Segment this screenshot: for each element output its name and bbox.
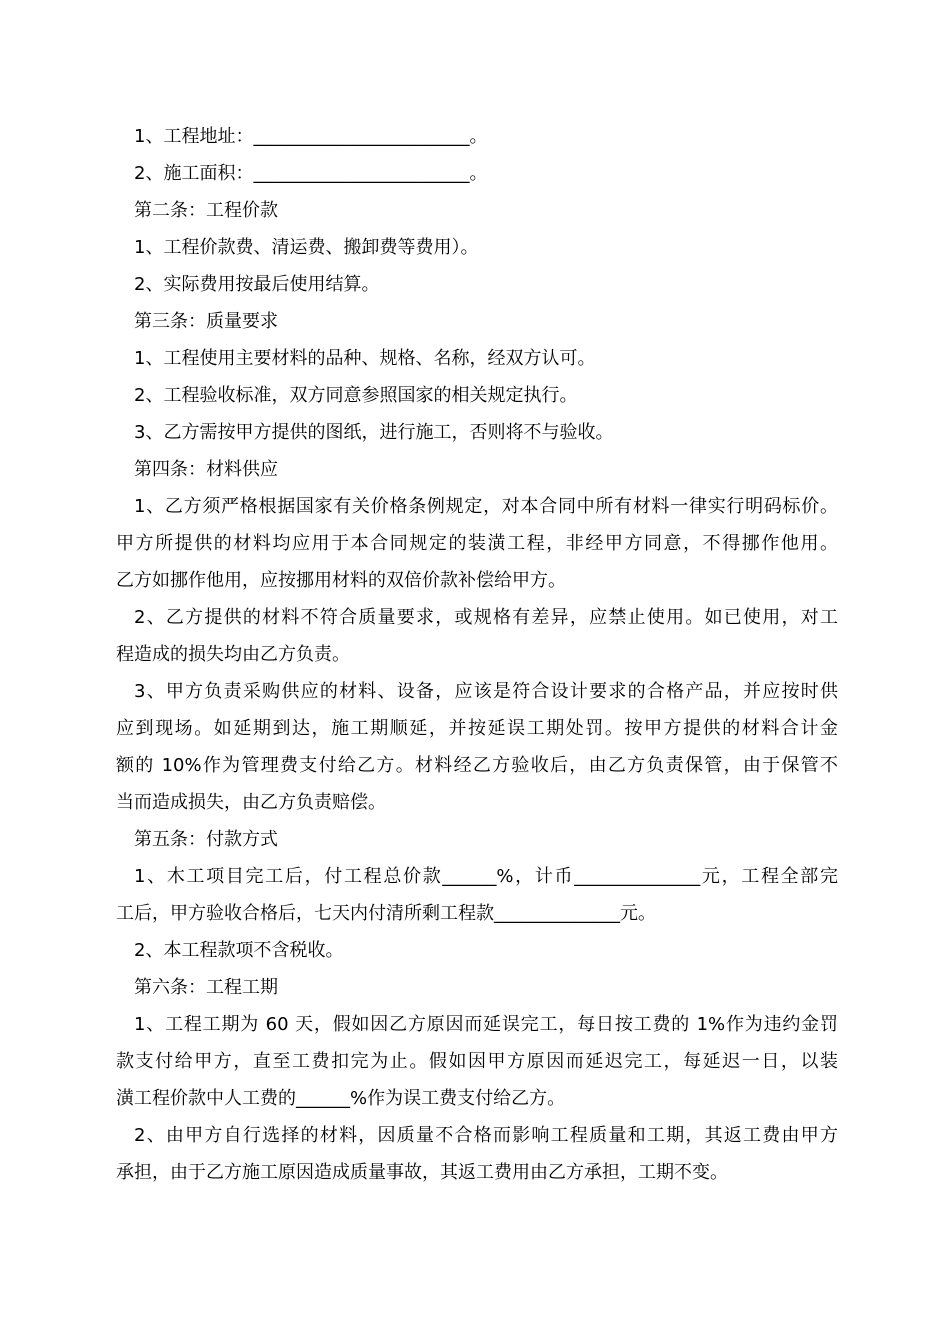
clause-line: 1、工程工期为 60 天，假如因乙方原因而延误完工，每日按工费的 1%作为违约金罚 <box>134 1014 838 1035</box>
section-heading: 第二条：工程价款 <box>134 200 278 221</box>
clause-line: 甲方所提供的材料均应用于本合同规定的装潢工程，非经甲方同意，不得挪作他用。 <box>116 533 838 554</box>
clause-line: 承担，由于乙方施工原因造成质量事故，其返工费用由乙方承担，工期不变。 <box>116 1162 728 1183</box>
clause-line: 乙方如挪作他用，应按挪用材料的双倍价款补偿给甲方。 <box>116 570 566 591</box>
section-heading: 第四条：材料供应 <box>134 459 278 480</box>
clause-line: 2、乙方提供的材料不符合质量要求，或规格有差异，应禁止使用。如已使用，对工 <box>134 607 838 628</box>
clause-line: 1、乙方须严格根据国家有关价格条例规定，对本合同中所有材料一律实行明码标价。 <box>134 496 838 517</box>
clause-line: 2、由甲方自行选择的材料，因质量不合格而影响工程质量和工期，其返工费由甲方 <box>134 1125 838 1146</box>
clause-line: 3、乙方需按甲方提供的图纸，进行施工，否则将不与验收。 <box>134 422 614 443</box>
clause-line: 2、实际费用按最后使用结算。 <box>134 274 380 295</box>
clause-line: 款支付给甲方，直至工费扣完为止。假如因甲方原因而延迟完工，每延迟一日，以装 <box>116 1051 838 1072</box>
clause-line: 2、工程验收标准，双方同意参照国家的相关规定执行。 <box>134 385 578 406</box>
section-heading: 第三条：质量要求 <box>134 311 278 332</box>
clause-line: 潢工程价款中人工费的______%作为误工费支付给乙方。 <box>116 1088 566 1109</box>
contract-page <box>116 118 838 1191</box>
clause-line: 1、工程使用主要材料的品种、规格、名称，经双方认可。 <box>134 348 596 369</box>
clause-line: 1、工程地址：________________________。 <box>134 126 488 147</box>
clause-line: 3、甲方负责采购供应的材料、设备，应该是符合设计要求的合格产品，并应按时供 <box>134 681 838 702</box>
clause-line: 额的 10%作为管理费支付给乙方。材料经乙方验收后，由乙方负责保管，由于保管不 <box>116 755 838 776</box>
clause-line: 程造成的损失均由乙方负责。 <box>116 644 350 665</box>
section-heading: 第五条：付款方式 <box>134 829 278 850</box>
clause-line: 1、工程价款费、清运费、搬卸费等费用）。 <box>134 237 479 258</box>
clause-line: 2、施工面积：________________________。 <box>134 163 488 184</box>
clause-line: 当而造成损失，由乙方负责赔偿。 <box>116 792 386 813</box>
clause-line: 工后，甲方验收合格后，七天内付清所剩工程款______________元。 <box>116 903 656 924</box>
clause-line: 应到现场。如延期到达，施工期顺延，并按延误工期处罚。按甲方提供的材料合计金 <box>116 718 838 739</box>
clause-line: 2、本工程款项不含税收。 <box>134 940 344 961</box>
section-heading: 第六条：工程工期 <box>134 977 278 998</box>
clause-line: 1、木工项目完工后，付工程总价款______%，计币______________元，工程全部完 <box>134 866 838 887</box>
